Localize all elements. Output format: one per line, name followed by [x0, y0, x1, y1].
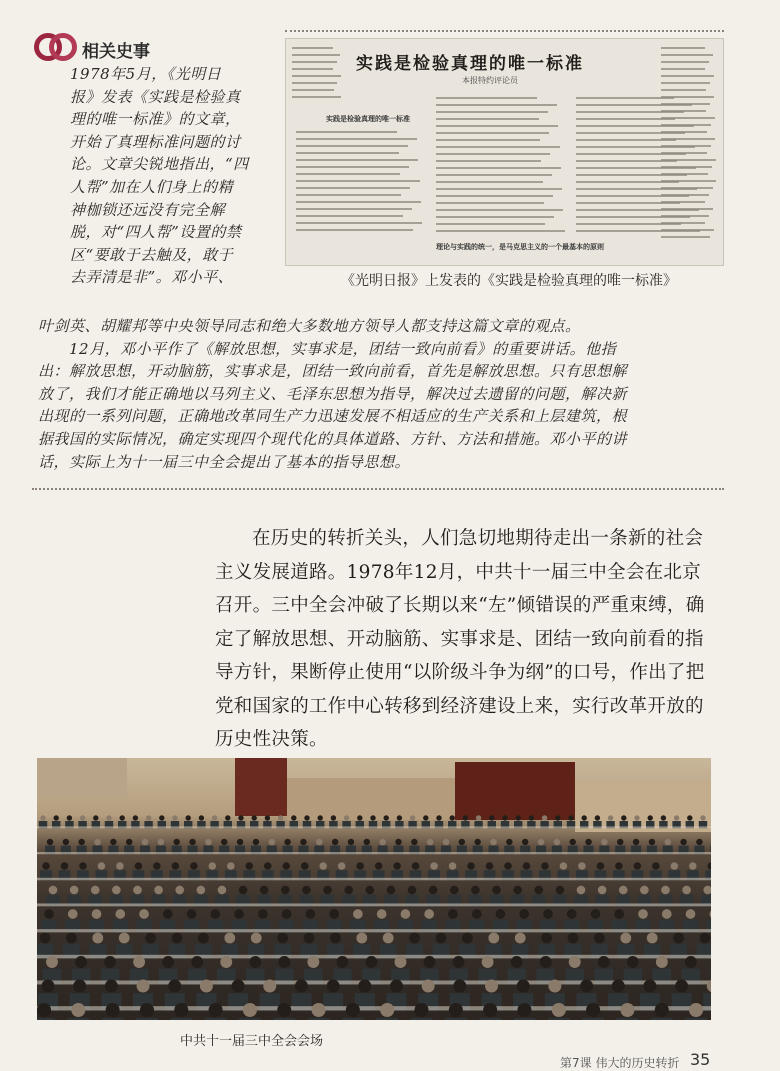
sidebar-intro-text	[70, 63, 270, 289]
newspaper-caption: 《光明日报》上发表的《实践是检验真理的唯一标准》	[309, 270, 709, 290]
newspaper-column-left	[292, 47, 344, 103]
sidebar-intro-line: 论。文章尖锐地指出，“四	[70, 153, 270, 176]
sidebar-intro-line: 1978年5月，《光明日	[70, 63, 270, 86]
main-body-text	[215, 522, 715, 757]
newspaper-subhead-2: 理论与实践的统一，是马克思主义的一个最基本的原则	[436, 242, 604, 252]
sidebar-body-text	[38, 315, 728, 473]
top-dotted-divider	[285, 30, 724, 32]
sidebar-intro-line: 去弄清是非”。邓小平、	[70, 266, 270, 289]
sidebar-body-line: 据我国的实际情况，确定实现四个现代化的具体道路、方针、方法和措施。邓小平的讲	[38, 428, 728, 451]
bottom-dotted-divider	[32, 488, 724, 490]
sidebar-intro-line: 报》发表《实践是检验真	[70, 86, 270, 109]
main-paragraph: 在历史的转折关头，人们急切地期待走出一条新的社会主义发展道路。1978年12月，中共十一届三中全会在北京召开。三中全会冲破了长期以来“左”倾错误的严重束缚，确定了解放思想、开动脑筋、实事求是、团结一致向前看的指导方针，果断停止使用“以阶级斗争为纲”的口号，作出了把党和国家的工作中心转移到经济建设上来，实行改革开放的历史性决策。	[215, 522, 715, 757]
sidebar-title: 相关史事	[82, 37, 150, 62]
sidebar-body-line: 放了，我们才能正确地以马列主义、毛泽东思想为指导，解决过去遗留的问题，解决新	[38, 383, 728, 406]
sidebar-intro-line: 人帮”加在人们身上的精	[70, 176, 270, 199]
sidebar-intro-line: 区“要敢于去触及，敢于	[70, 244, 270, 267]
newspaper-headline: 实践是检验真理的唯一标准	[356, 49, 584, 74]
sidebar-intro-line: 脱，对“四人帮”设置的禁	[70, 221, 270, 244]
sidebar-intro-line: 开始了真理标准问题的讨	[70, 131, 270, 154]
newspaper-column-b	[436, 97, 566, 237]
lesson-footer: 第7课 伟大的历史转折	[560, 1054, 679, 1071]
newspaper-subhead: 实践是检验真理的唯一标准	[326, 114, 410, 124]
newspaper-byline: 本报特约评论员	[462, 75, 518, 86]
sidebar-intro-line: 神枷锁还远没有完全解	[70, 199, 270, 222]
sidebar-body-line: 叶剑英、胡耀邦等中央领导同志和绝大多数地方领导人都支持这篇文章的观点。	[38, 315, 728, 338]
sidebar-body-line: 话，实际上为十一届三中全会提出了基本的指导思想。	[38, 451, 728, 474]
sidebar-body-line: 12月，邓小平作了《解放思想，实事求是，团结一致向前看》的重要讲话。他指	[38, 338, 728, 361]
sidebar-body-line: 出现的一系列问题，正确地改革同生产力迅速发展不相适应的生产关系和上层建筑，根	[38, 405, 728, 428]
newspaper-column-right	[661, 47, 717, 243]
sidebar-body-line: 出：解放思想，开动脑筋，实事求是，团结一致向前看，首先是解放思想。只有思想解	[38, 360, 728, 383]
page-number: 35	[690, 1050, 710, 1069]
photo-caption: 中共十一届三中全会会场	[180, 1030, 323, 1049]
sidebar-intro-line: 理的唯一标准》的文章，	[70, 108, 270, 131]
plenum-hall-photo	[37, 758, 711, 1020]
newspaper-clipping	[285, 38, 724, 266]
newspaper-column-a	[296, 131, 426, 236]
